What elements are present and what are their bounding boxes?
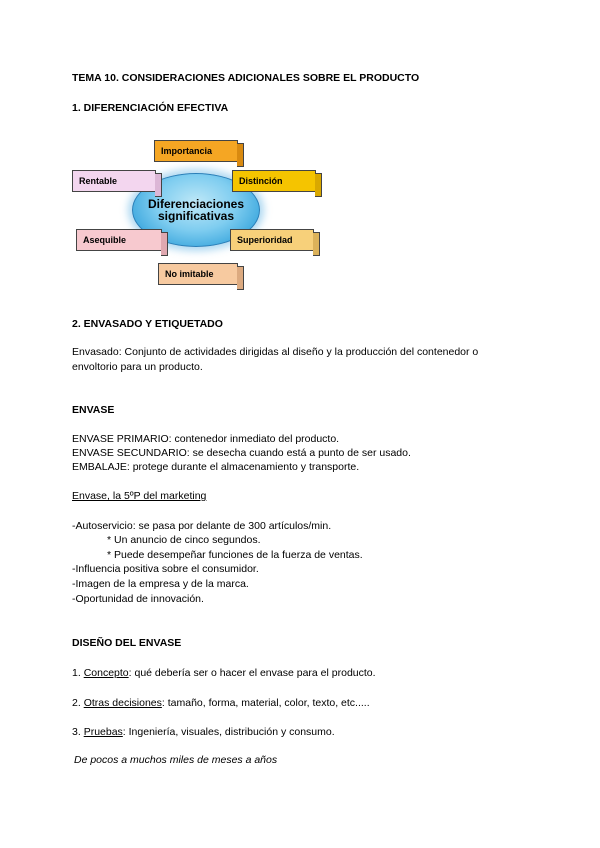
box-superioridad-label: Superioridad xyxy=(237,235,293,245)
box-rentable-label: Rentable xyxy=(79,176,118,186)
box-superioridad xyxy=(230,229,314,251)
diseno-item-2-number: 2. xyxy=(72,697,84,709)
diseno-item-1-number: 1. xyxy=(72,667,84,679)
box-importancia xyxy=(154,140,238,162)
diseno-heading: DISEÑO DEL ENVASE xyxy=(72,637,182,649)
envase-line-secundario: ENVASE SECUNDARIO: se desecha cuando está a punto de ser usado. xyxy=(72,447,411,459)
envasado-paragraph-line2: envoltorio para un producto. xyxy=(72,361,203,373)
box-asequible-side xyxy=(161,232,168,256)
diseno-item-3-number: 3. xyxy=(72,726,84,738)
bullet-imagen: -Imagen de la empresa y de la marca. xyxy=(72,578,249,590)
diseno-item-3-term: Pruebas xyxy=(83,726,123,738)
box-distincion xyxy=(232,170,316,192)
diseno-item-2-text: : tamaño, forma, material, color, texto, etc..... xyxy=(161,697,370,709)
diseno-note: De pocos a muchos miles de meses a años xyxy=(74,754,278,766)
diseno-item-3 xyxy=(72,726,335,738)
envase-line-embalaje: EMBALAJE: protege durante el almacenamiento y transporte. xyxy=(72,461,360,473)
bullet-innovacion: -Oportunidad de innovación. xyxy=(72,593,204,605)
envase-subheading: Envase, la 5ºP del marketing xyxy=(72,490,207,502)
box-no-imitable-label: No imitable xyxy=(165,269,214,279)
envasado-paragraph-line1: Envasado: Conjunto de actividades dirigidas al diseño y la producción del contenedor o xyxy=(72,346,479,358)
center-text-line1: Diferenciaciones xyxy=(147,197,245,211)
bullet-anuncio: * Un anuncio de cinco segundos. xyxy=(107,534,261,546)
box-rentable-side xyxy=(155,173,162,197)
document-title: TEMA 10. CONSIDERACIONES ADICIONALES SOBRE EL PRODUCTO xyxy=(72,72,420,84)
diseno-item-3-text: : Ingeniería, visuales, distribución y consumo. xyxy=(122,726,335,738)
box-distincion-side xyxy=(315,173,322,197)
box-importancia-label: Importancia xyxy=(161,146,213,156)
box-importancia-side xyxy=(237,143,244,167)
differentiation-diagram xyxy=(72,133,322,298)
box-distincion-label: Distinción xyxy=(239,176,283,186)
diseno-item-1-term: Concepto xyxy=(83,667,129,679)
section-1-heading: 1. DIFERENCIACIÓN EFECTIVA xyxy=(72,102,229,114)
envase-line-primario: ENVASE PRIMARIO: contenedor inmediato del producto. xyxy=(72,433,340,445)
box-no-imitable-side xyxy=(237,266,244,290)
box-superioridad-side xyxy=(313,232,320,256)
center-text-line2: significativas xyxy=(157,209,235,223)
envase-heading: ENVASE xyxy=(72,404,115,416)
bullet-fuerza-ventas: * Puede desempeñar funciones de la fuerza de ventas. xyxy=(107,549,363,561)
diseno-item-1 xyxy=(72,667,376,679)
box-asequible-label: Asequible xyxy=(83,235,127,245)
diseno-item-2-term: Otras decisiones xyxy=(83,697,162,709)
section-2-heading: 2. ENVASADO Y ETIQUETADO xyxy=(72,318,223,330)
box-asequible xyxy=(76,229,162,251)
box-no-imitable xyxy=(158,263,238,285)
bullet-influencia: -Influencia positiva sobre el consumidor. xyxy=(72,563,259,575)
box-rentable xyxy=(72,170,156,192)
diseno-item-1-text: : qué debería ser o hacer el envase para el producto. xyxy=(128,667,376,679)
diseno-item-2 xyxy=(72,697,370,709)
bullet-autoservicio: -Autoservicio: se pasa por delante de 300 artículos/min. xyxy=(72,520,332,532)
